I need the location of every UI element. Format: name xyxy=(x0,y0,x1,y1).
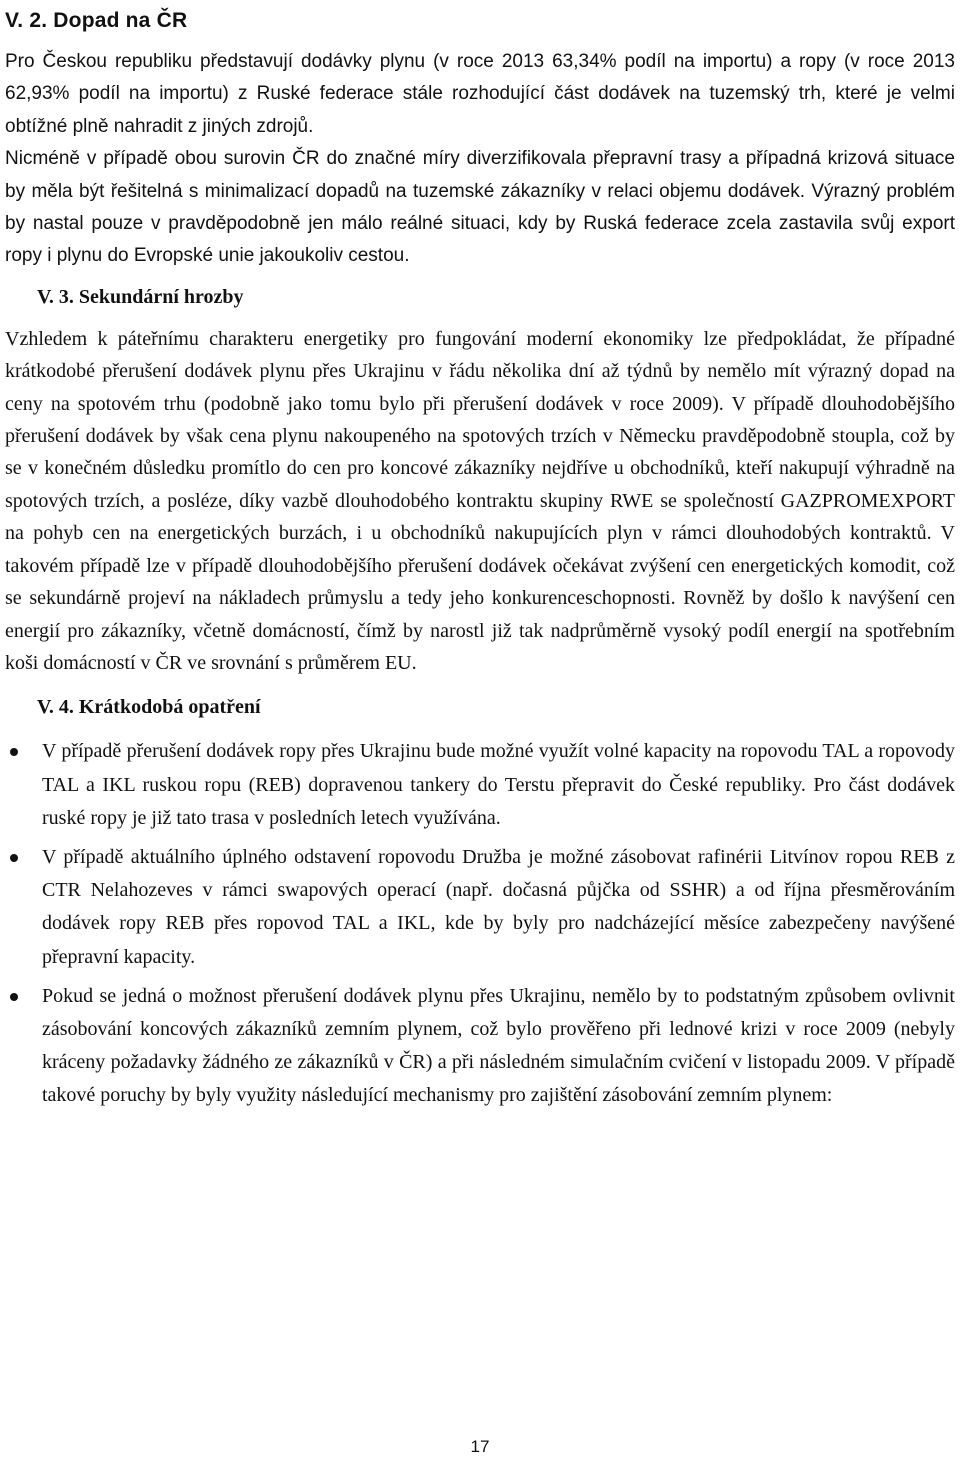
page-number: 17 xyxy=(470,1437,490,1456)
list-item xyxy=(5,980,955,1113)
bullet-icon xyxy=(10,748,18,756)
list-item xyxy=(5,841,955,974)
list-item-text: V případě přerušení dodávek ropy přes Ukrajinu bude možné využít volné kapacity na ropovodu TAL a ropovody TAL a IKL ruskou ropu (REB) dopravenou tankery do Terstu přepravit do České republiky. Pro část dodávek ruské ropy je již tato trasa v posledních letech využívána. xyxy=(42,740,955,829)
section-heading-short-term-measures: V. 4. Krátkodobá opatření xyxy=(37,696,261,719)
secondary-threats-paragraph: Vzhledem k páteřnímu charakteru energetiky pro fungování moderní ekonomiky lze předpokládat, že případné krátkodobé přerušení dodávek plynu přes Ukrajinu v řádu několika dní až týdnů by nemělo mít výrazný dopad na ceny na spotovém trhu (podobně jako tomu bylo při přerušení dodávek v roce 2009). V případě dlouhodobějšího přerušení dodávek by však cena plynu nakoupeného na spotových trzích v Německu pravděpodobně stoupla, což by se v konečném důsledku promítlo do cen pro koncové zákazníky nejdříve u obchodníků, kteří nakupují výhradně na spotových trzích, a posléze, díky vazbě dlouhodobého kontraktu skupiny RWE se společností GAZPROMEXPORT na pohyb cen na energetických burzách, i u obchodníků nakupujících plyn v rámci dlouhodobých kontraktů. V takovém případě lze v případě dlouhodobějšího přerušení dodávek očekávat zvýšení cen energetických komodit, což se sekundárně projeví na nákladech průmyslu a tedy jeho konkurenceschopnosti. Rovněž by došlo k navýšení cen energií pro zákazníky, včetně domácností, čímž by narostl již tak nadprůměrně vysoký podíl energií na spotřebním koši domácností v ČR ve srovnání s průměrem EU. xyxy=(5,327,955,674)
page-content xyxy=(5,4,955,1119)
section-heading-secondary-threats: V. 3. Sekundární hrozby xyxy=(37,285,244,308)
list-item xyxy=(5,735,955,835)
impact-paragraph-1: Pro Českou republiku představují dodávky plynu (v roce 2013 63,34% podíl na importu) a ropy (v roce 2013 62,93% podíl na importu) z Ruské federace stále rozhodující část dodávek na tuzemský trh, které je velmi obtížné plně nahradit z jiných zdrojů. xyxy=(5,51,955,137)
measures-bullet-list xyxy=(5,735,955,1112)
impact-paragraph-2: Nicméně v případě obou surovin ČR do značné míry diverzifikovala přepravní trasy a případná krizová situace by měla být řešitelná s minimalizací dopadů na tuzemské zákazníky v relaci objemu dodávek. Výrazný problém by nastal pouze v pravděpodobně jen málo reálné situaci, kdy by Ruská federace zcela zastavila svůj export ropy i plynu do Evropské unie jakoukoliv cestou. xyxy=(5,148,955,267)
section-heading-impact: V. 2. Dopad na ČR xyxy=(5,9,188,32)
bullet-icon xyxy=(10,854,18,862)
list-item-text: V případě aktuálního úplného odstavení ropovodu Družba je možné zásobovat rafinérii Litvínov ropou REB z CTR Nelahozeves v rámci swapových operací (např. dočasná půjčka od SSHR) a od října přesměrováním dodávek ropy REB přes ropovod TAL a IKL, kde by byly pro nadcházející měsíce zabezpečeny navýšené přepravní kapacity. xyxy=(42,845,955,968)
bullet-icon xyxy=(10,993,18,1001)
list-item-text: Pokud se jedná o možnost přerušení dodávek plynu přes Ukrajinu, nemělo by to podstatným způsobem ovlivnit zásobování koncových zákazníků zemním plynem, což bylo prověřeno při lednové krizi v roce 2009 (nebyly kráceny požadavky žádného ze zákazníků v ČR) a při následném simulačním cvičení v listopadu 2009. V případě takové poruchy by byly využity následující mechanismy pro zajištění zásobování zemním plynem: xyxy=(42,984,955,1107)
